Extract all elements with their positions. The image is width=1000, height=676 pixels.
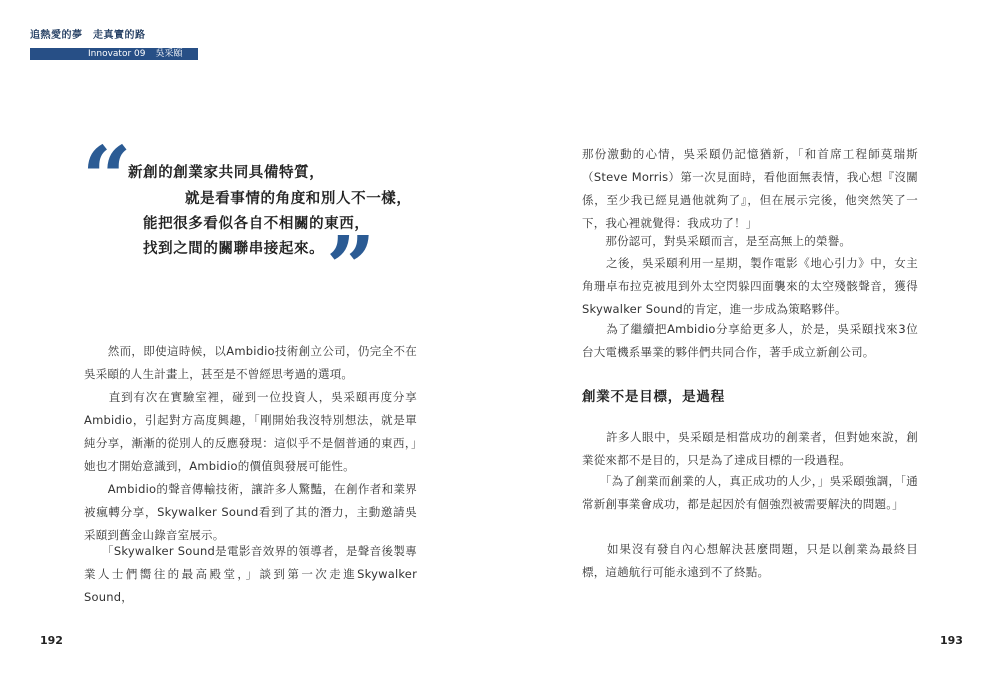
page-number-right: 193 [940,634,963,647]
open-quote-icon: “ [82,128,132,229]
right-paragraph-4: 為了繼續把Ambidio分享給更多人，於是，吳采頤找來3位台大電機系畢業的夥伴們共同合作，著手成立新創公司。 [582,322,918,359]
book-title: 追熱愛的夢 走真實的路 [30,30,146,41]
section-paragraph-1: 許多人眼中，吳采頤是相當成功的創業者，但對她來說，創業從來都不是目的，只是為了達成目標的一段過程。 [582,430,918,467]
section-paragraph-2: 「為了創業而創業的人，真正成功的人少，」吳采頤強調，「通常新創事業會成功，都是起因於有個強烈被需要解決的問題。」 [582,474,918,511]
left-paragraph-1: 然而，即使這時候，以Ambidio技術創立公司，仍完全不在吳采頤的人生計畫上，甚至是不曾經思考過的選項。 [84,344,417,381]
right-paragraph-1: 那份激動的心情，吳采頤仍記憶猶新，「和首席工程師莫瑞斯（Steve Morris）第一次見面時，看他面無表情，我心想『沒關係，至少我已經見過他就夠了』，但在展示完後，他突然笑了一下，我心裡就覺得：我成功了！」 [582,147,918,230]
pullquote-line-2: 就是看事情的角度和別人不一樣， [185,191,412,207]
page-number-left: 192 [40,634,63,647]
pullquote-line-1: 新創的創業家共同具備特質， [128,165,325,181]
pullquote-line-4: 找到之間的關聯串接起來。 [143,241,325,257]
pullquote-line-3: 能把很多看似各自不相關的東西， [143,216,370,232]
right-paragraph-2: 那份認可，對吳采頤而言，是至高無上的榮譽。 [582,234,852,248]
left-paragraph-2: 直到有次在實驗室裡，碰到一位投資人，吳采頤再度分享Ambidio，引起對方高度興趣，「剛開始我沒特別想法，就是單純分享，漸漸的從別人的反應發現：這似乎不是個普通的東西，」她也才開始意識到，Ambidio的價值與發展可能性。 [84,390,417,473]
left-paragraph-3: Ambidio的聲音傳輸技術，讓許多人驚豔，在創作者和業界被瘋轉分享，Skywalker Sound看到了其的潛力，主動邀請吳采頤到舊金山錄音室展示。 [84,482,417,542]
close-quote-icon: ” [326,218,376,319]
section-paragraph-3: 如果沒有發自內心想解決甚麼問題，只是以創業為最終目標，這趟航行可能永遠到不了終點。 [582,542,918,579]
innovator-label: Innovator 09 [88,49,146,59]
running-header [30,26,198,60]
left-paragraph-4: 「Skywalker Sound是電影音效界的領導者，是聲音後製專業人士們嚮往的最高殿堂，」談到第一次走進Skywalker Sound， [84,544,417,604]
person-name: 吳采頤 [155,49,183,59]
section-heading: 創業不是目標，是過程 [582,389,725,405]
right-paragraph-3: 之後，吳采頤利用一星期，製作電影《地心引力》中，女主角珊卓布拉克被甩到外太空閃躲四面襲來的太空殘骸聲音，獲得Skywalker Sound的肯定，進一步成為策略夥伴。 [582,256,918,316]
chapter-band [30,48,198,60]
